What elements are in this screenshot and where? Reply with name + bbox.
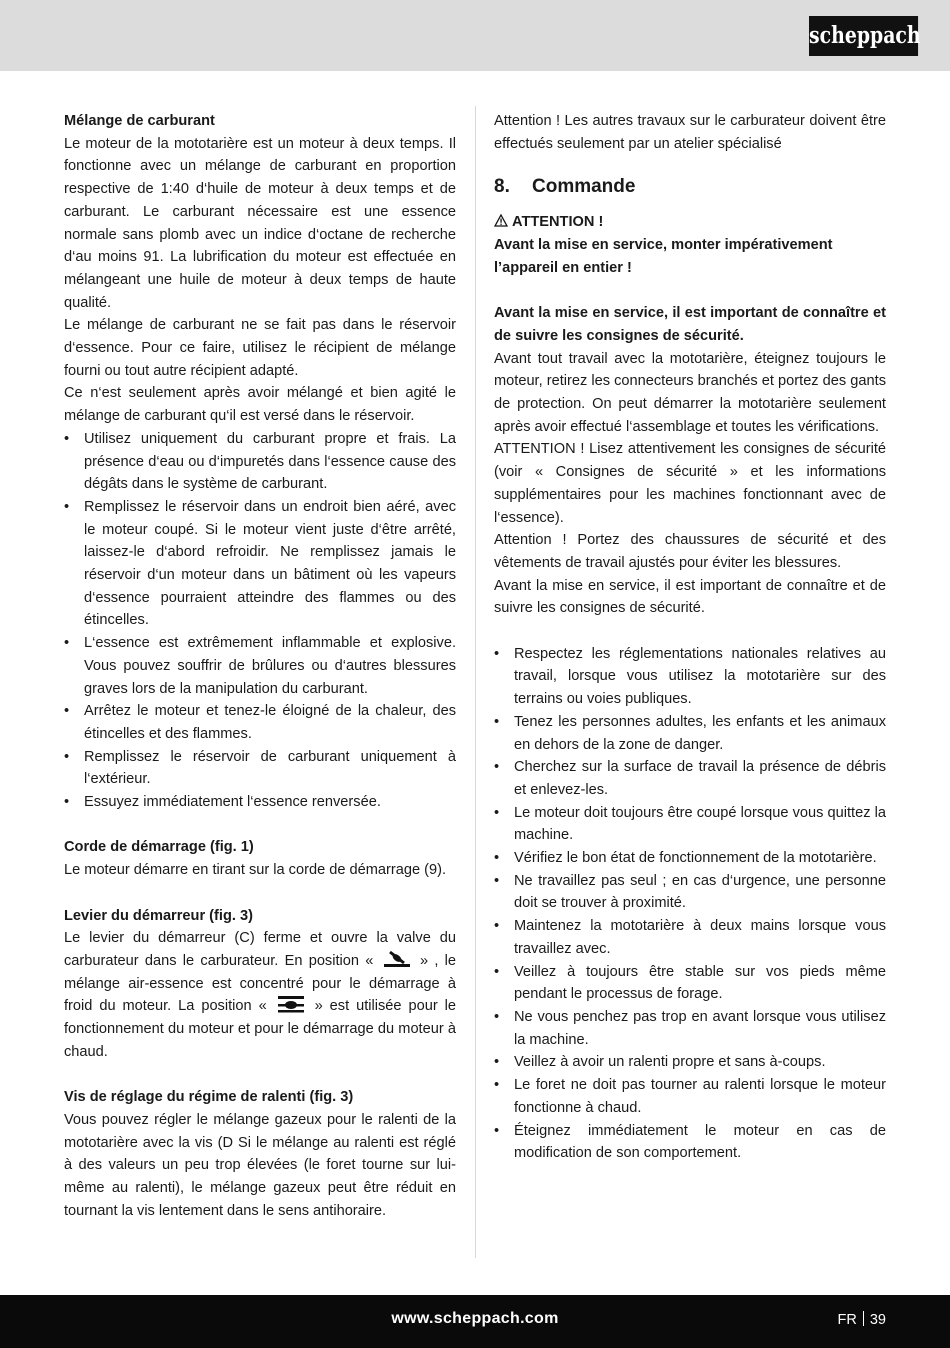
list-item: • Le moteur doit toujours être coupé lorsque vous quittez la machine.	[494, 802, 886, 847]
column-divider	[475, 106, 476, 1258]
page-separator	[863, 1311, 864, 1326]
choke-open-icon	[276, 995, 306, 1013]
important-safety-text: Avant la mise en service, il est important de connaître et de suivre les consignes de sécurité.	[494, 305, 886, 344]
list-item: • Essuyez immédiatement l‘essence renversée.	[64, 791, 456, 814]
fuel-mix-heading: Mélange de carburant	[64, 113, 215, 129]
list-item: • Ne travaillez pas seul ; en cas d‘urgence, une personne doit se trouver à proximité.	[494, 870, 886, 915]
choke-lever-heading: Levier du démarreur (fig. 3)	[64, 907, 253, 924]
choke-closed-icon	[382, 950, 412, 968]
list-item: • Veillez à avoir un ralenti propre et sans à-coups.	[494, 1051, 886, 1074]
right-column	[494, 110, 886, 1165]
list-item: • Cherchez sur la surface de travail la présence de débris et enlevez-les.	[494, 756, 886, 801]
page-number: 39	[869, 1312, 886, 1328]
fuel-mix-paragraph-3: Ce n‘est seulement après avoir mélangé et bien agité le mélange de carburant qu‘il est versé dans le réservoir.	[64, 385, 456, 425]
attention-read-paragraph: ATTENTION ! Lisez attentivement les consignes de sécurité (voir « Consignes de sécurité » et les informations supplémentaires pour les machines fonctionnant avec de l‘essence).	[494, 441, 886, 526]
idle-screw-heading: Vis de réglage du régime de ralenti (fig. 3)	[64, 1089, 354, 1106]
list-item: • Ne vous penchez pas trop en avant lorsque vous utilisez la machine.	[494, 1006, 886, 1051]
page-indicator	[838, 1311, 886, 1328]
list-item: • Le foret ne doit pas tourner au ralenti lorsque le moteur fonctionne à chaud.	[494, 1074, 886, 1119]
page-header	[0, 0, 950, 71]
idle-screw-paragraph: Vous pouvez régler le mélange gazeux pour le ralenti de la mototarière avec la vis (D Si le mélange au ralenti est réglé à des valeurs un peu trop élevées (le foret tourne sur lui-même au ralenti), le mélange gazeux peut être réduit en tournant la vis lentement dans le sens antihoraire.	[64, 1111, 456, 1219]
list-item: • Vérifiez le bon état de fonctionnement de la mototarière.	[494, 847, 886, 870]
fuel-mix-paragraph-1: Le moteur de la mototarière est un moteur à deux temps. Il fonctionne avec un mélange de carburant en proportion respective de 1:40 d‘huile de moteur à deux temps et de carburant. Le carburant nécessaire est une essence normale sans plomb avec un indice d‘octane de recherche d‘au moins 91. La lubrification du moteur est effectuée en mélangeant une huile de moteur à deux temps de haute qualité.	[64, 135, 456, 311]
section-title	[494, 175, 886, 199]
list-item: • Arrêtez le moteur et tenez-le éloigné de la chaleur, des étincelles et des flammes.	[64, 700, 456, 745]
choke-lever-paragraph: Le levier du démarreur (C) ferme et ouvre la valve du carburateur dans le carburateur. En position « » , le mélange air-essence est concentré pour le démarrage à froid du moteur. La position « » est utilisée pour le fonctionnement du moteur et pour le démarrage du moteur à chaud.	[64, 930, 457, 1060]
before-start-paragraph: Avant la mise en service, il est important de connaître et de suivre les consignes de sécurité.	[494, 577, 886, 617]
list-item: • Remplissez le réservoir de carburant uniquement à l‘extérieur.	[64, 746, 456, 791]
section-number: 8.	[494, 176, 510, 198]
fuel-mix-paragraph-2: Le mélange de carburant ne se fait pas dans le réservoir d‘essence. Pour ce faire, utilisez le récipient de mélange fourni ou tout autre récipient adapté.	[64, 317, 456, 379]
list-item: • Respectez les réglementations nationales relatives au travail, lorsque vous utilisez la mototarière sur des terrains ou voies publiques.	[494, 643, 886, 711]
warning-triangle-icon	[494, 214, 508, 227]
list-item: • Utilisez uniquement du carburant propre et frais. La présence d‘eau ou d‘impuretés dans l‘essence cause des dégâts dans le système de carburant.	[64, 428, 456, 496]
list-item: • Éteignez immédiatement le moteur en cas de modification de son comportement.	[494, 1120, 886, 1165]
page-footer	[0, 1295, 950, 1348]
carburetor-attention-text: Attention ! Les autres travaux sur le carburateur doivent être effectués seulement par un atelier spécialisé	[494, 113, 886, 152]
left-column	[64, 110, 456, 1222]
list-item: • L‘essence est extrêmement inflammable et explosive. Vous pouvez souffrir de brûlures ou d‘autres blessures graves lors de la manipulation du carburant.	[64, 632, 456, 700]
attention-shoes-paragraph: Attention ! Portez des chaussures de sécurité et des vêtements de travail ajustés pour éviter les blessures.	[494, 532, 886, 571]
list-item: • Tenez les personnes adultes, les enfants et les animaux en dehors de la zone de danger.	[494, 711, 886, 756]
warning-label: ATTENTION !	[494, 211, 886, 234]
list-item: • Maintenez la mototarière à deux mains lorsque vous travaillez avec.	[494, 915, 886, 960]
scheppach-logo: scheppach	[809, 16, 918, 56]
starter-cord-heading: Corde de démarrage (fig. 1)	[64, 839, 254, 856]
fuel-safety-list	[64, 428, 456, 814]
before-work-paragraph: Avant tout travail avec la mototarière, éteignez toujours le moteur, retirez les connecteurs branchés et portez des gants de protection. On peut démarrer la mototarière seulement après avoir effectué l‘assemblage et toutes les vérifications.	[494, 350, 886, 435]
language-code: FR	[837, 1312, 857, 1328]
list-item: • Veillez à toujours être stable sur vos pieds même pendant le processus de forage.	[494, 961, 886, 1006]
warning-text: Avant la mise en service, monter impérativement l’appareil en entier !	[494, 237, 833, 276]
list-item: • Remplissez le réservoir dans un endroit bien aéré, avec le moteur coupé. Si le moteur vient juste d‘être arrêté, laissez-le d‘abord refroidir. Ne remplissez jamais le réservoir d‘un moteur dans un bâtiment où les vapeurs d‘essence pourraient atteindre des flammes ou des étincelles.	[64, 496, 456, 632]
footer-website-link[interactable]: www.scheppach.com	[391, 1310, 559, 1327]
section-title-text: Commande	[532, 176, 636, 198]
starter-cord-paragraph: Le moteur démarre en tirant sur la corde de démarrage (9).	[64, 862, 447, 879]
operation-safety-list	[494, 643, 886, 1165]
